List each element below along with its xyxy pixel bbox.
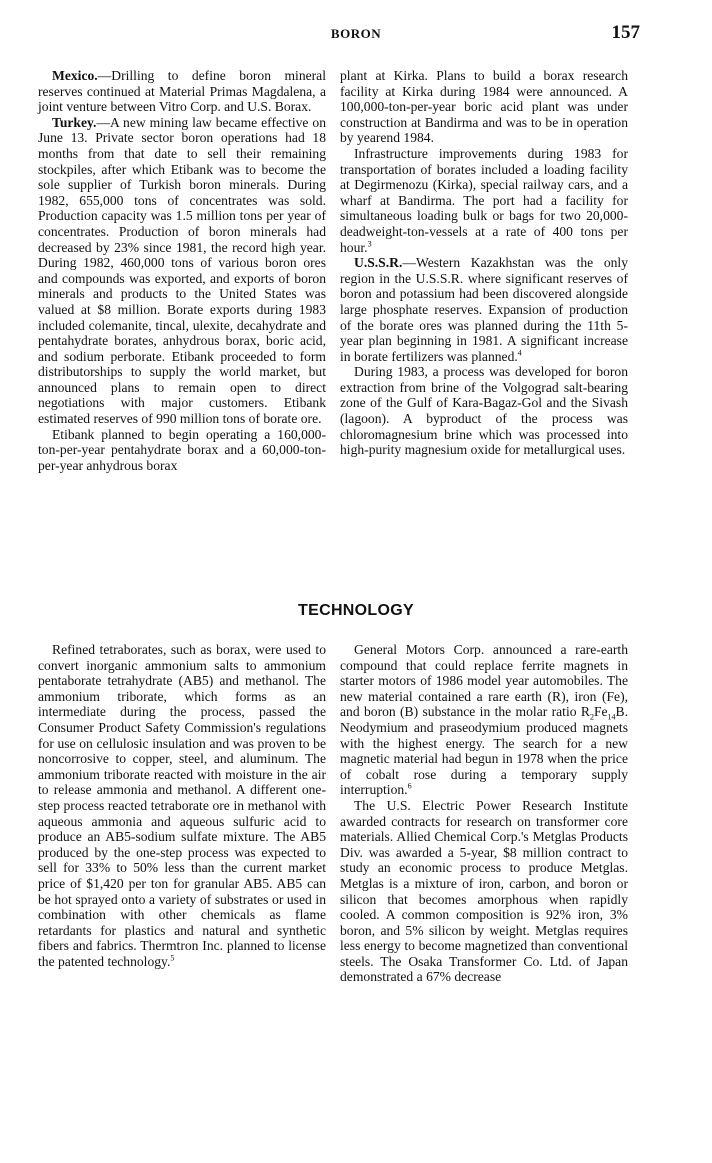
lower-right-column [340,642,628,985]
gm-body-start: General Motors Corp. announced a rare-earth compound that could replace ferrite magnets in starter motors of 1986 model year automobiles. The new material contained a rare earth (R), iron (Fe), and boron (B) substance in the molar ratio R [340,642,628,720]
formula-subscript-14: 14 [607,713,616,723]
general-motors-paragraph [340,642,628,798]
etibank-paragraph: Etibank planned to begin operating a 160,000-ton-per-year pentahydrate borax and a 60,000-ton-per-year anhydrous borax [38,426,326,473]
tetraborates-paragraph [38,642,326,969]
footnote-ref-4: 4 [517,348,522,358]
technology-section-title: TECHNOLOGY [298,602,414,619]
lower-left-column [38,642,326,969]
turkey-paragraph [38,115,326,427]
infrastructure-paragraph [340,146,628,255]
upper-left-column [38,68,326,473]
mexico-paragraph [38,68,326,115]
footnote-ref-5: 5 [170,953,175,963]
formula-fe: Fe [593,704,608,720]
mexico-body: —Drilling to define boron mineral reserves continued at Material Primas Magdalena, a joint venture between Vitro Corp. and U.S. Borax. [38,68,326,115]
epri-paragraph: The U.S. Electric Power Research Institute awarded contracts for research on transformer core materials. Allied Chemical Corp.'s Metglas Products Div. was awarded a 5-year, $8 million contract to study an economic process to produce Metglas. Metglas is a mixture of iron, carbon, and boron or silicon that becomes amorphous when rapidly cooled. A common composition is 92% iron, 3% boron, and 5% silicon by weight. Metglas requires less energy to become magnetized than conventional steels. The Osaka Transformer Co. Ltd. of Japan demonstrated a 67% decrease [340,797,628,985]
mexico-heading: Mexico. [52,68,98,83]
ussr-heading: U.S.S.R. [354,255,403,271]
footnote-ref-3: 3 [367,239,372,248]
turkey-body: —A new mining law became effective on June 13. Private sector boron operations had 18 months from that date to sell their remaining stockpiles, after which Etibank was to become the sole supplier of Turkish boron minerals. During 1982, 655,000 tons of concentrates was sold. Production capacity was 1.5 million tons per year of concentrates. Production of boron minerals had decreased by 23% since 1981, the record high year. During 1982, 460,000 tons of various boron ores and compounds was exported, and exports of boron minerals and products to the United States was valued at $8 million. Borate exports during 1983 included colemanite, tincal, ulexite, decahydrate and pentahydrate borates, anhydrous borax, boric acid, and sodium perborate. Etibank proceeded to form distributorships to supply the world market, but announced plans to remain open to direct negotiations with major customers. Etibank estimated reserves of 990 million tons of borate ore. [38,114,326,427]
tetraborates-body: Refined tetraborates, such as borax, were used to convert inorganic ammonium salts to ammonium pentaborate tetrahydrate (AB5) and methanol. The ammonium triborate, which forms as an intermediate during the process, passed the Consumer Product Safety Commission's regulations for use on cellulosic insulation and was proven to be noncorrosive to copper, steel, and aluminum. The ammonium triborate reacted with moisture in the air to release ammonia and methanol. A different one-step process reacted tetraborate ore in methanol with aqueous ammonia and aqueous sulfuric acid to produce an AB5-sodium sulfate mixture. The AB5 produced by the one-step process was expected to sell for 33% to 50% less than the current market price of $1,420 per ton for granular AB5. AB5 can be hot sprayed onto a variety of substrates or used in combination with other chemicals as flame retardants for plastics and natural and synthetic fibers and fabrics. Thermtron Inc. planned to license the patented technology. [38,642,326,969]
volgograd-paragraph: During 1983, a process was developed for boron extraction from brine of the Volgograd salt-bearing zone of the Gulf of Kara-Bagaz-Gol and the Sivash (lagoon). A byproduct of the process was chloromagnesium brine which was processed into high-purity magnesium oxide for metallurgical uses. [340,364,628,458]
gm-body-end: B. Neodymium and praseodymium produced magnets with the highest energy. The search for a new magnetic material had begun in 1978 when the price of cobalt rose during a temporary supply interruption. [340,704,628,798]
page-number: 157 [611,22,640,43]
formula-subscript-2: 2 [589,713,594,723]
ussr-paragraph [340,255,628,364]
kirka-paragraph: plant at Kirka. Plans to build a borax research facility at Kirka during 1984 were announced. A 100,000-ton-per-year boric acid plant was under construction at Bandirma and was to be in operation by yearend 1984. [340,68,628,146]
running-header-title: BORON [330,26,382,41]
footnote-ref-6: 6 [407,781,412,791]
ussr-body: —Western Kazakhstan was the only region in the U.S.S.R. where significant reserves of boron and potassium had been discovered alongside large phosphate reserves. Expansion of production of the borate ores was planned during the 11th 5-year plan beginning in 1981. A significant increase in borate fertilizers was planned. [340,255,628,364]
upper-right-column [340,68,628,458]
infrastructure-body: Infrastructure improvements during 1983 for transportation of borates included a loading facility at Degirmenozu (Kirka), special railway cars, and a wharf at Bandirma. The port had a facility for simultaneous loading bulk or bags for two 20,000-deadweight-ton-vessels at a rate of 400 tons per hour. [340,145,628,255]
turkey-heading: Turkey. [52,114,97,130]
